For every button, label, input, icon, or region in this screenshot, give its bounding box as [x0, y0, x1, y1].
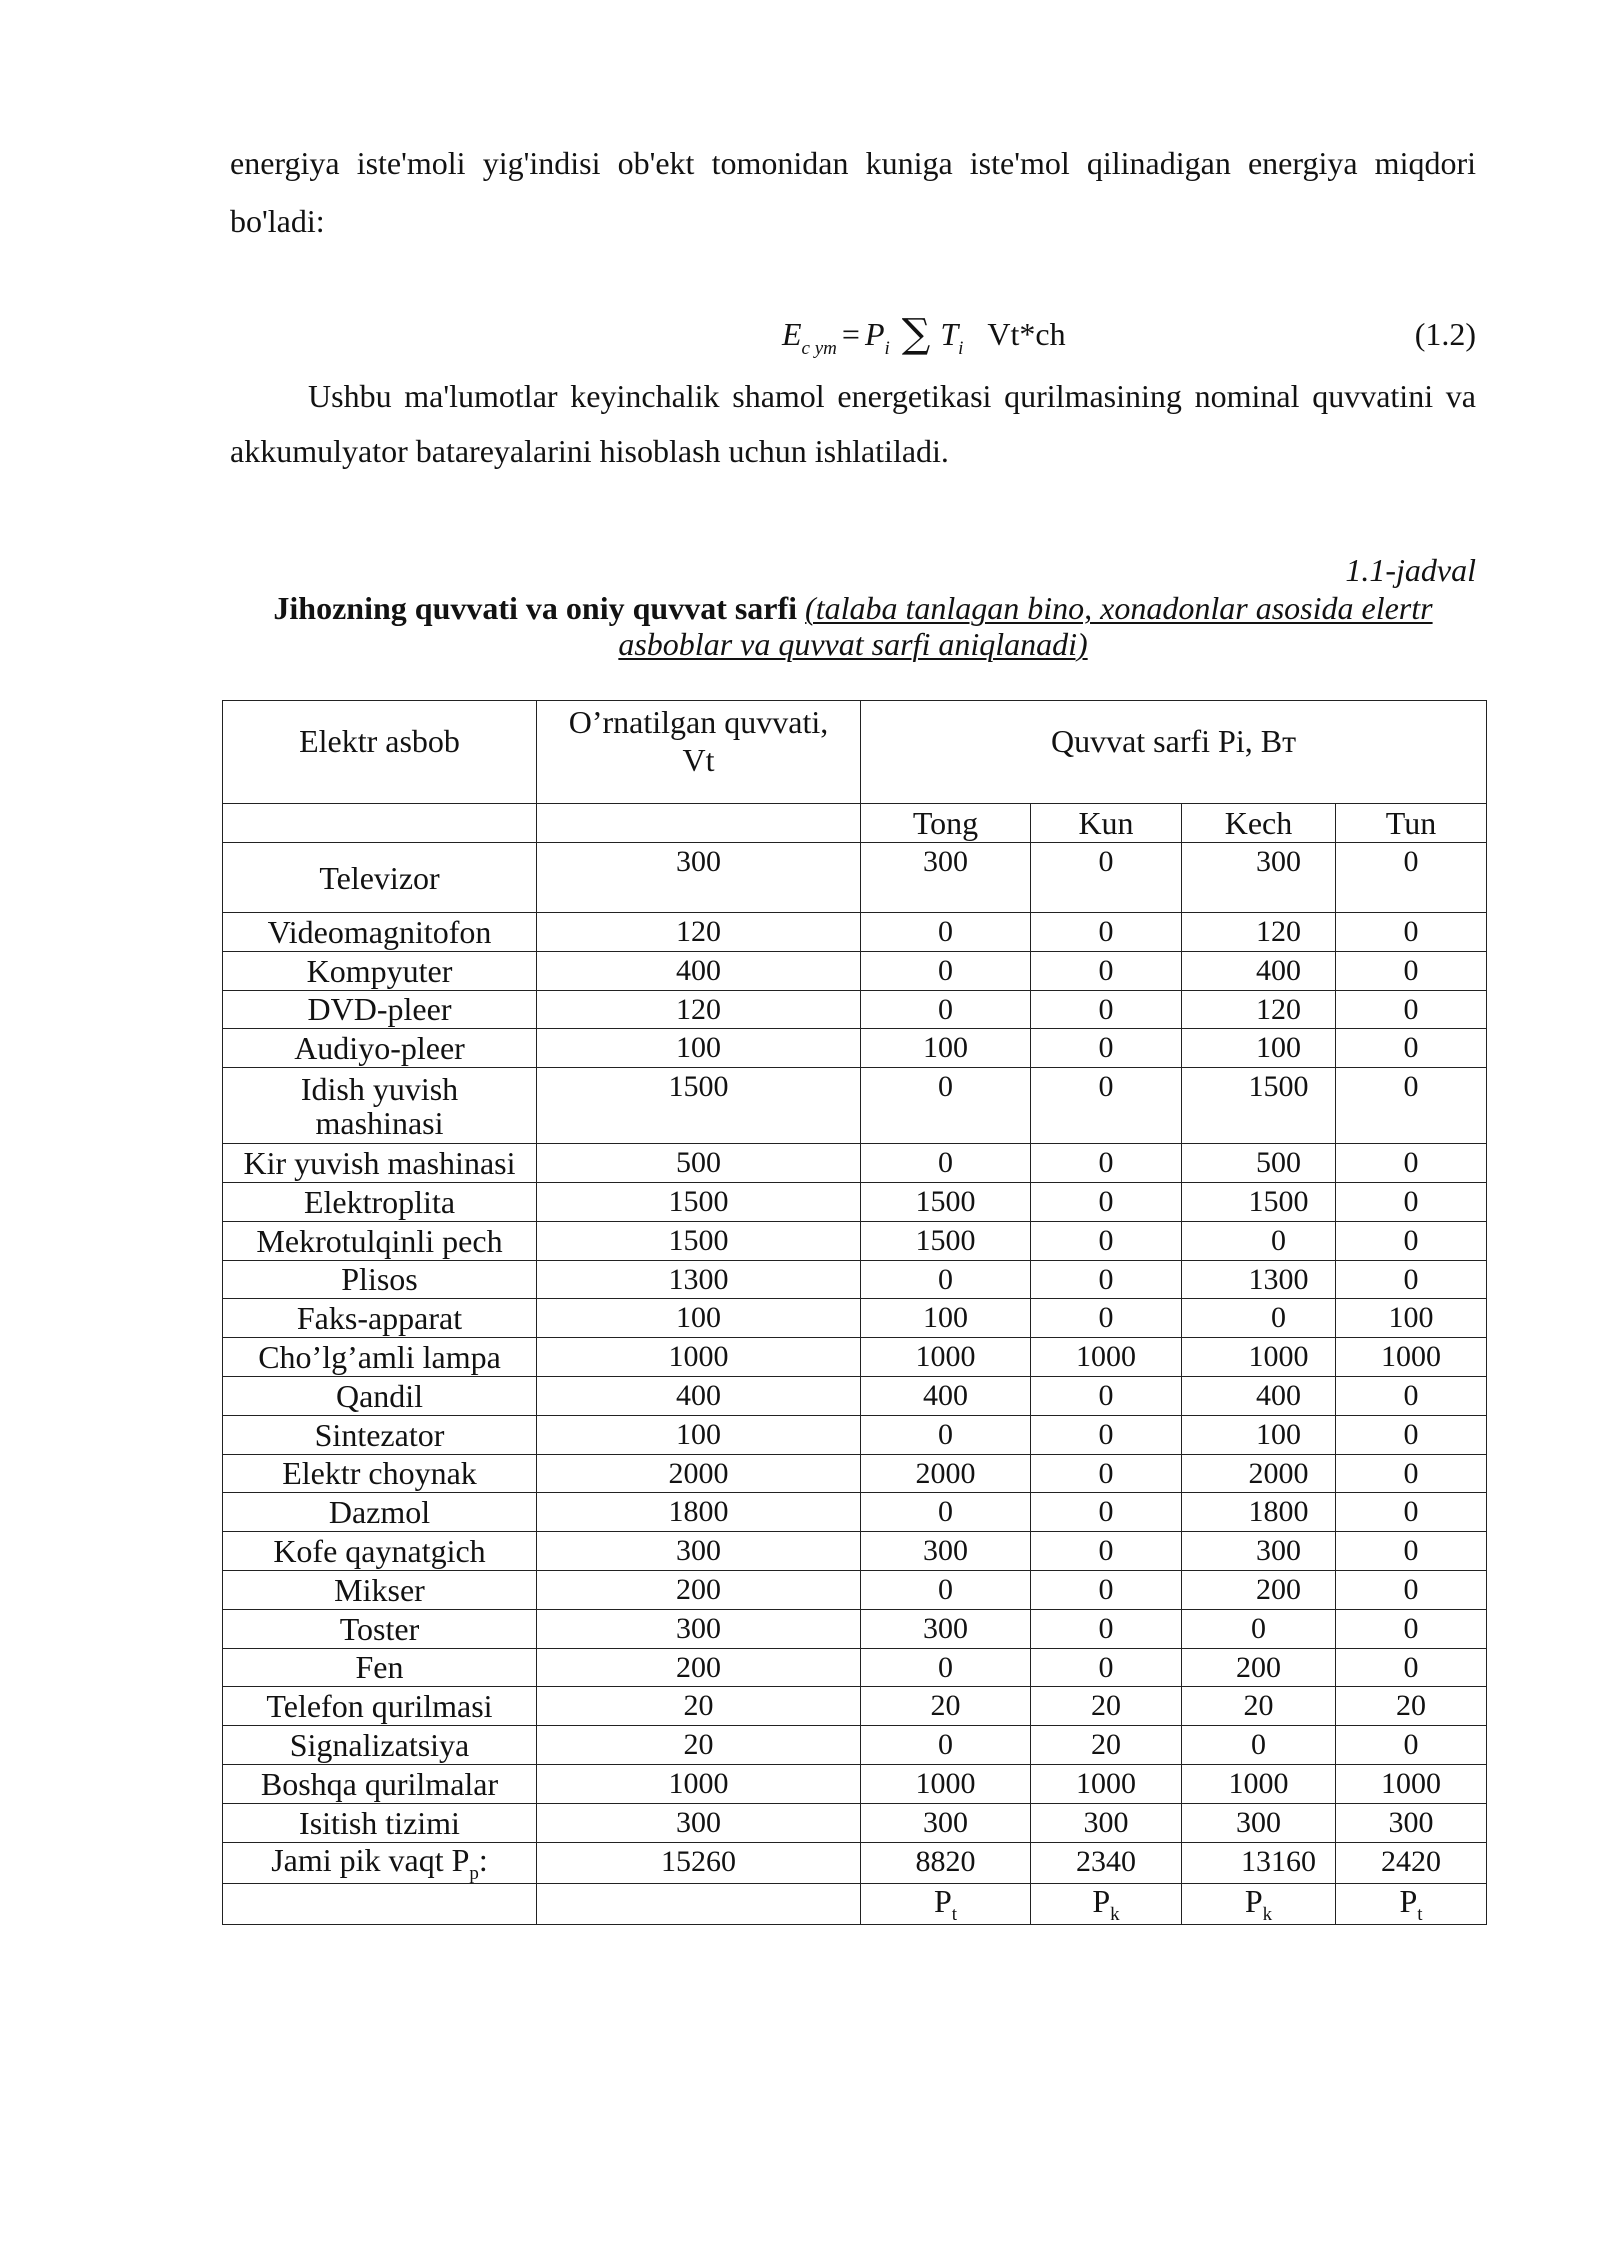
table-title	[230, 590, 1476, 662]
device-name-cell	[223, 1376, 537, 1415]
equals-sign: =	[841, 316, 860, 352]
empty-header-cell	[223, 804, 537, 843]
period-tun: Tun	[1336, 804, 1487, 843]
empty-cell	[537, 1883, 861, 1924]
table-row	[223, 990, 1487, 1029]
device-name-cell	[223, 1182, 537, 1221]
table-row	[223, 1609, 1487, 1648]
table-row	[223, 1182, 1487, 1221]
peak-subscript: k	[1262, 1903, 1273, 1925]
device-name-cell	[223, 1299, 537, 1338]
period-tong: Tong	[861, 804, 1031, 843]
table-row	[223, 913, 1487, 952]
installed-power-cell: 20	[537, 1726, 861, 1765]
peak-label-kech	[1182, 1883, 1336, 1924]
table-title-main: Jihozning quvvati va oniy quvvat sarfi	[273, 590, 798, 626]
device-name-cell	[223, 990, 537, 1029]
table-row	[223, 1299, 1487, 1338]
device-name-cell	[223, 1764, 537, 1803]
device-name: Sintezator	[314, 1416, 445, 1453]
device-rows	[223, 843, 1487, 1843]
period-kun: Kun	[1031, 804, 1182, 843]
total-label-subscript: p	[469, 1862, 479, 1884]
installed-power-cell: 2000	[537, 1454, 861, 1493]
total-installed: 15260	[537, 1842, 861, 1883]
tong-cell: 300	[861, 1609, 1031, 1648]
device-name: Toster	[339, 1610, 420, 1647]
peak-subscript: k	[1110, 1903, 1120, 1925]
installed-power-cell: 500	[537, 1144, 861, 1183]
device-name-cell	[223, 1260, 537, 1299]
kun-cell: 0	[1031, 1144, 1182, 1183]
device-name-cell	[223, 1648, 537, 1687]
tun-cell: 0	[1336, 1144, 1487, 1183]
table-row	[223, 1221, 1487, 1260]
installed-power-cell: 1000	[537, 1338, 861, 1377]
summary-rows	[223, 1842, 1487, 1924]
kun-cell: 0	[1031, 1532, 1182, 1571]
table-row	[223, 951, 1487, 990]
power-consumption-table	[222, 700, 1487, 1925]
energy-formula	[782, 305, 1066, 363]
empty-header-cell	[537, 804, 861, 843]
kun-cell: 20	[1031, 1726, 1182, 1765]
kech-cell: 120	[1182, 913, 1336, 952]
tong-cell: 1500	[861, 1182, 1031, 1221]
device-name-cell	[223, 1338, 537, 1377]
kun-cell: 0	[1031, 1029, 1182, 1068]
header-installed-power	[537, 701, 861, 804]
installed-power-cell: 300	[537, 1532, 861, 1571]
tong-cell: 20	[861, 1687, 1031, 1726]
device-name: Kofe qaynatgich	[273, 1533, 486, 1570]
tun-cell: 0	[1336, 1182, 1487, 1221]
total-tong: 8820	[861, 1842, 1031, 1883]
kun-cell: 0	[1031, 1260, 1182, 1299]
kech-cell: 1000	[1182, 1338, 1336, 1377]
formula-unit: Vt*ch	[987, 316, 1066, 352]
tun-cell: 0	[1336, 1376, 1487, 1415]
tun-cell: 0	[1336, 1221, 1487, 1260]
table-row	[223, 1648, 1487, 1687]
kun-cell: 0	[1031, 1376, 1182, 1415]
kech-cell: 120	[1182, 990, 1336, 1029]
kun-cell: 0	[1031, 1299, 1182, 1338]
table-row	[223, 843, 1487, 913]
energy-symbol: E	[782, 316, 802, 352]
kun-cell: 0	[1031, 1570, 1182, 1609]
time-symbol: T	[940, 316, 959, 352]
tong-cell: 1000	[861, 1764, 1031, 1803]
tun-cell: 0	[1336, 1648, 1487, 1687]
device-name: Mekrotulqinli pech	[256, 1222, 503, 1259]
kech-cell: 200	[1182, 1648, 1336, 1687]
tun-cell: 1000	[1336, 1764, 1487, 1803]
tong-cell: 0	[861, 1260, 1031, 1299]
device-name-cell	[223, 1493, 537, 1532]
installed-power-cell: 1500	[537, 1182, 861, 1221]
tun-cell: 0	[1336, 1609, 1487, 1648]
device-name: Televizor	[319, 859, 440, 896]
tong-cell: 2000	[861, 1454, 1031, 1493]
kun-cell: 300	[1031, 1803, 1182, 1842]
kech-cell: 100	[1182, 1029, 1336, 1068]
tong-cell: 1500	[861, 1221, 1031, 1260]
peak-subscript: t	[951, 1903, 958, 1925]
tong-cell: 300	[861, 843, 1031, 913]
device-name-cell	[223, 1609, 537, 1648]
tong-cell: 0	[861, 951, 1031, 990]
tun-cell: 1000	[1336, 1338, 1487, 1377]
installed-power-cell: 300	[537, 843, 861, 913]
device-name-cell	[223, 1803, 537, 1842]
tun-cell: 20	[1336, 1687, 1487, 1726]
kun-cell: 0	[1031, 1415, 1182, 1454]
tong-cell: 400	[861, 1376, 1031, 1415]
power-subscript: i	[884, 338, 890, 359]
device-name-cell	[223, 1570, 537, 1609]
installed-power-cell: 400	[537, 951, 861, 990]
tong-cell: 0	[861, 1648, 1031, 1687]
installed-power-cell: 300	[537, 1609, 861, 1648]
installed-power-cell: 400	[537, 1376, 861, 1415]
peak-label-row	[223, 1883, 1487, 1924]
kun-cell: 0	[1031, 1609, 1182, 1648]
kun-cell: 0	[1031, 990, 1182, 1029]
kun-cell: 0	[1031, 1221, 1182, 1260]
tun-cell: 0	[1336, 1726, 1487, 1765]
table-row	[223, 1687, 1487, 1726]
device-name-cell	[223, 913, 537, 952]
tong-cell: 1000	[861, 1338, 1031, 1377]
table-number-label: 1.1-jadval	[1345, 552, 1476, 588]
table-row	[223, 1454, 1487, 1493]
device-name-cell	[223, 1687, 537, 1726]
device-name: Idish yuvish mashinasi	[300, 1070, 459, 1141]
installed-power-cell: 200	[537, 1648, 861, 1687]
peak-label-kun	[1031, 1883, 1182, 1924]
installed-power-cell: 200	[537, 1570, 861, 1609]
summation-icon: ∑	[901, 311, 931, 357]
tun-cell: 0	[1336, 1454, 1487, 1493]
kun-cell: 0	[1031, 1493, 1182, 1532]
tun-cell: 0	[1336, 951, 1487, 990]
energy-subscript: c ym	[801, 338, 837, 359]
tong-cell: 100	[861, 1029, 1031, 1068]
tun-cell: 0	[1336, 913, 1487, 952]
device-name: Fen	[355, 1649, 404, 1686]
total-label	[223, 1842, 537, 1883]
tong-cell: 0	[861, 1415, 1031, 1454]
device-name: Videomagnitofon	[267, 913, 492, 950]
peak-label-tong	[861, 1883, 1031, 1924]
table-row	[223, 1144, 1487, 1183]
power-symbol: P	[864, 316, 885, 352]
installed-power-cell: 20	[537, 1687, 861, 1726]
table-row	[223, 1338, 1487, 1377]
device-name: Kir yuvish mashinasi	[243, 1145, 516, 1182]
table-title-note-line-1: (talaba tanlagan bino, xonadonlar asosida elertr	[805, 590, 1433, 626]
table-row	[223, 1029, 1487, 1068]
table-header-row	[223, 701, 1487, 804]
header-installed-line-1: O’rnatilgan quvvati,	[568, 704, 829, 740]
installed-power-cell: 1000	[537, 1764, 861, 1803]
device-name: Elektr choynak	[282, 1455, 477, 1492]
device-name: Isitish tizimi	[299, 1804, 460, 1841]
peak-symbol: P	[1092, 1883, 1111, 1919]
tun-cell: 0	[1336, 1068, 1487, 1144]
paragraph-1-line-2: bo'ladi:	[230, 203, 325, 239]
device-name: Kompyuter	[306, 952, 453, 989]
installed-power-cell: 100	[537, 1299, 861, 1338]
installed-power-cell: 1300	[537, 1260, 861, 1299]
table-title-note-line-2: asboblar va quvvat sarfi aniqlanadi)	[618, 626, 1088, 662]
tong-cell: 0	[861, 1068, 1031, 1144]
total-label-suffix: :	[478, 1842, 488, 1878]
device-name: Mikser	[334, 1571, 425, 1608]
installed-power-cell: 120	[537, 990, 861, 1029]
table-row	[223, 1803, 1487, 1842]
device-name-cell	[223, 1221, 537, 1260]
device-name: Signalizatsiya	[289, 1727, 470, 1764]
kech-cell: 20	[1182, 1687, 1336, 1726]
device-name: Elektroplita	[303, 1183, 456, 1220]
installed-power-cell: 1500	[537, 1221, 861, 1260]
empty-cell	[223, 1883, 537, 1924]
device-name-cell	[223, 1415, 537, 1454]
device-name-cell	[223, 1068, 537, 1144]
tun-cell: 0	[1336, 1260, 1487, 1299]
kech-cell: 300	[1182, 1532, 1336, 1571]
device-name: Telefon qurilmasi	[266, 1688, 493, 1725]
device-name-cell	[223, 843, 537, 913]
time-subscript: i	[958, 338, 964, 359]
tong-cell: 0	[861, 1493, 1031, 1532]
paragraph-1-line-1: energiya iste'moli yig'indisi ob'ekt tomonidan kuniga iste'mol qilinadigan energiya miqdori	[230, 145, 1476, 181]
installed-power-cell: 300	[537, 1803, 861, 1842]
peak-subscript: t	[1417, 1903, 1423, 1925]
installed-power-cell: 1500	[537, 1068, 861, 1144]
formula-number: (1.2)	[1414, 316, 1476, 352]
header-device: Elektr asbob	[223, 701, 537, 804]
kun-cell: 1000	[1031, 1338, 1182, 1377]
installed-power-cell: 120	[537, 913, 861, 952]
tun-cell: 0	[1336, 1029, 1487, 1068]
kech-cell: 200	[1182, 1570, 1336, 1609]
kun-cell: 0	[1031, 1068, 1182, 1144]
kun-cell: 0	[1031, 951, 1182, 990]
kech-cell: 0	[1182, 1221, 1336, 1260]
kech-cell: 300	[1182, 843, 1336, 913]
tun-cell: 0	[1336, 1532, 1487, 1571]
kech-cell: 400	[1182, 951, 1336, 990]
kun-cell: 0	[1031, 1648, 1182, 1687]
tun-cell: 0	[1336, 1415, 1487, 1454]
device-name: Plisos	[341, 1261, 418, 1298]
kech-cell: 400	[1182, 1376, 1336, 1415]
peak-symbol: P	[933, 1883, 952, 1919]
kech-cell: 0	[1182, 1299, 1336, 1338]
tun-cell: 300	[1336, 1803, 1487, 1842]
peak-symbol: P	[1399, 1883, 1418, 1919]
kech-cell: 100	[1182, 1415, 1336, 1454]
kun-cell: 1000	[1031, 1764, 1182, 1803]
device-name-cell	[223, 1029, 537, 1068]
period-header-row	[223, 804, 1487, 843]
table-row	[223, 1415, 1487, 1454]
kech-cell: 0	[1182, 1726, 1336, 1765]
kech-cell: 2000	[1182, 1454, 1336, 1493]
kun-cell: 20	[1031, 1687, 1182, 1726]
tun-cell: 0	[1336, 843, 1487, 913]
table-row	[223, 1493, 1487, 1532]
device-name-cell	[223, 1454, 537, 1493]
kun-cell: 0	[1031, 913, 1182, 952]
paragraph-2-line-2: akkumulyator batareyalarini hisoblash uchun ishlatiladi.	[230, 433, 949, 469]
installed-power-cell: 100	[537, 1029, 861, 1068]
device-name: Audiyo-pleer	[294, 1030, 465, 1067]
installed-power-cell: 1800	[537, 1493, 861, 1532]
tong-cell: 0	[861, 1570, 1031, 1609]
total-kun: 2340	[1031, 1842, 1182, 1883]
table-row	[223, 1570, 1487, 1609]
period-kech: Kech	[1182, 804, 1336, 843]
tong-cell: 300	[861, 1803, 1031, 1842]
installed-power-cell: 100	[537, 1415, 861, 1454]
device-name-cell	[223, 1144, 537, 1183]
tong-cell: 300	[861, 1532, 1031, 1571]
total-label-text: Jami pik vaqt P	[271, 1842, 470, 1878]
table-row	[223, 1376, 1487, 1415]
table-row	[223, 1764, 1487, 1803]
kech-cell: 1000	[1182, 1764, 1336, 1803]
kech-cell: 1800	[1182, 1493, 1336, 1532]
kech-cell: 1300	[1182, 1260, 1336, 1299]
total-kech: 13160	[1182, 1842, 1336, 1883]
kech-cell: 0	[1182, 1609, 1336, 1648]
tong-cell: 100	[861, 1299, 1031, 1338]
device-name: DVD-pleer	[307, 991, 452, 1028]
header-installed-line-2: Vt	[682, 742, 715, 778]
peak-symbol: P	[1244, 1883, 1263, 1919]
peak-label-tun	[1336, 1883, 1487, 1924]
device-name: Cho’lg’amli lampa	[258, 1339, 501, 1376]
kech-cell: 1500	[1182, 1182, 1336, 1221]
kun-cell: 0	[1031, 1182, 1182, 1221]
tong-cell: 0	[861, 1144, 1031, 1183]
paragraph-2-line-1: Ushbu ma'lumotlar keyinchalik shamol energetikasi qurilmasining nominal quvvatini va	[308, 378, 1476, 414]
table-row	[223, 1726, 1487, 1765]
kun-cell: 0	[1031, 843, 1182, 913]
table-row	[223, 1260, 1487, 1299]
table-row	[223, 1068, 1487, 1144]
device-name: Dazmol	[328, 1494, 431, 1531]
kech-cell: 1500	[1182, 1068, 1336, 1144]
total-row	[223, 1842, 1487, 1883]
device-name: Boshqa qurilmalar	[260, 1765, 499, 1802]
tun-cell: 0	[1336, 990, 1487, 1029]
tong-cell: 0	[861, 1726, 1031, 1765]
device-name-cell	[223, 1532, 537, 1571]
kech-cell: 300	[1182, 1803, 1336, 1842]
device-name: Qandil	[335, 1377, 424, 1414]
device-name-cell	[223, 951, 537, 990]
tun-cell: 0	[1336, 1493, 1487, 1532]
device-name-cell	[223, 1726, 537, 1765]
table-row	[223, 1532, 1487, 1571]
tong-cell: 0	[861, 913, 1031, 952]
total-tun: 2420	[1336, 1842, 1487, 1883]
header-power-consumption: Quvvat sarfi Pi, Вт	[861, 701, 1487, 804]
kun-cell: 0	[1031, 1454, 1182, 1493]
tong-cell: 0	[861, 990, 1031, 1029]
tun-cell: 100	[1336, 1299, 1487, 1338]
device-name: Faks-apparat	[296, 1300, 463, 1337]
tun-cell: 0	[1336, 1570, 1487, 1609]
kech-cell: 500	[1182, 1144, 1336, 1183]
